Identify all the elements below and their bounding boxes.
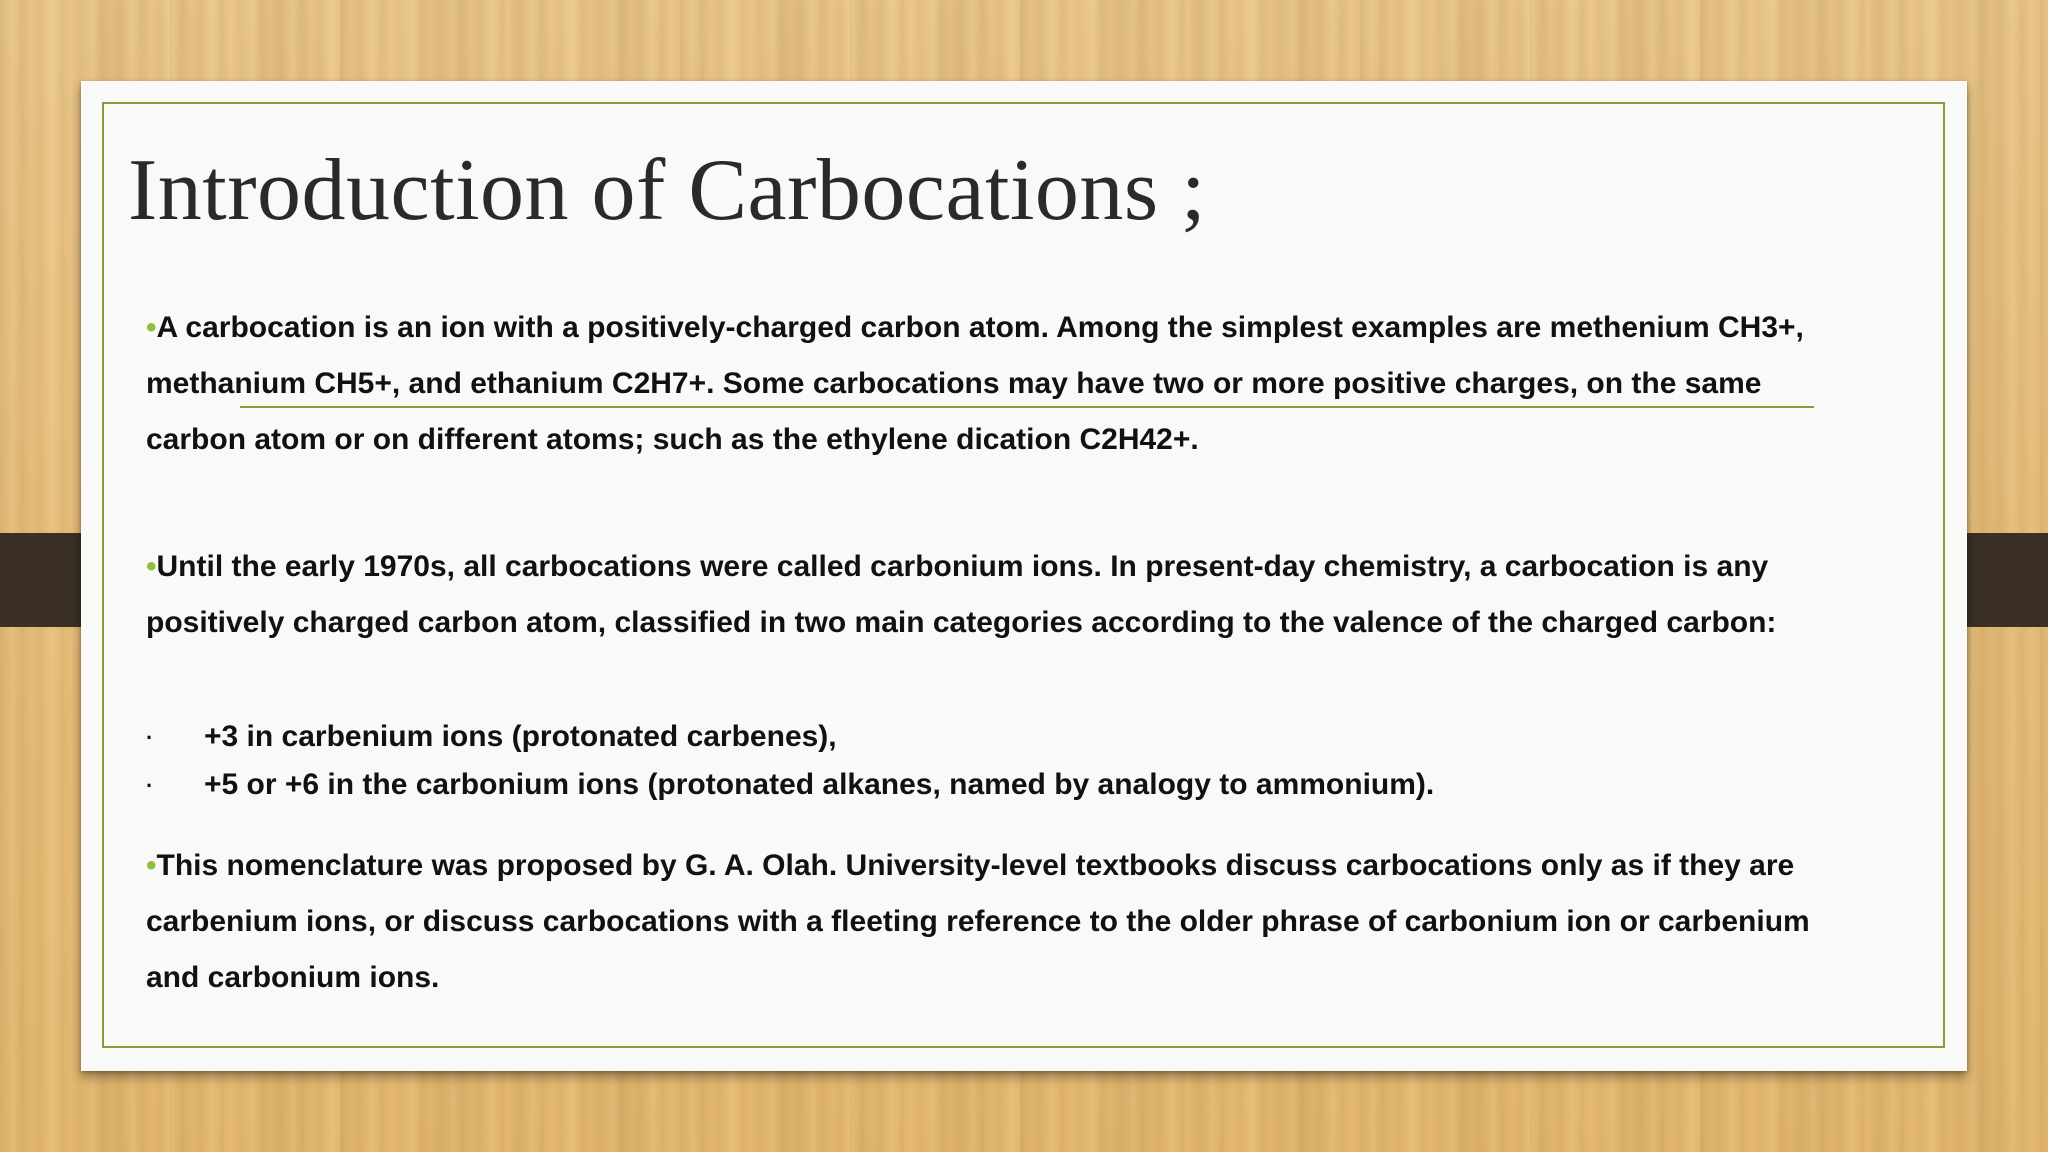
paragraph-2-text: Until the early 1970s, all carbocations were called carbonium ions. In present-day chemistry, a carbocation is any positively charged carbon atom, classified in two main categories according to the valence of the charged carbon: xyxy=(146,550,1777,639)
paragraph-1-text: A carbocation is an ion with a positively-charged carbon atom. Among the simplest examples are methenium CH3+, methanium CH5+, and ethanium C2H7+. Some carbocations may have two or more positive charges, on the same carbon atom or on different atoms; such as the ethylene dication C2H42+. xyxy=(146,311,1804,456)
bullet-marker: • xyxy=(146,311,157,344)
sub-list-item xyxy=(146,713,1826,762)
sub-item-2-text: +5 or +6 in the carbonium ions (protonated alkanes, named by analogy to ammonium). xyxy=(204,768,1435,801)
paragraph-3 xyxy=(146,838,1826,1006)
paragraph-1 xyxy=(146,300,1826,468)
slide-title: Introduction of Carbocations ; xyxy=(128,142,1207,239)
bullet-marker: • xyxy=(146,849,157,882)
paragraph-2 xyxy=(146,539,1826,651)
sub-item-1-text: +3 in carbenium ions (protonated carbenes), xyxy=(204,720,837,753)
sub-bullet-marker: · xyxy=(146,725,154,751)
bullet-marker: • xyxy=(146,550,157,583)
paragraph-3-text: This nomenclature was proposed by G. A. Olah. University-level textbooks discuss carbocations only as if they are carbenium ions, or discuss carbocations with a fleeting reference to the older phrase of carbonium ion or carbenium and carbonium ions. xyxy=(146,849,1810,994)
sub-list-item xyxy=(146,761,1826,810)
sub-bullet-marker: · xyxy=(146,773,154,799)
